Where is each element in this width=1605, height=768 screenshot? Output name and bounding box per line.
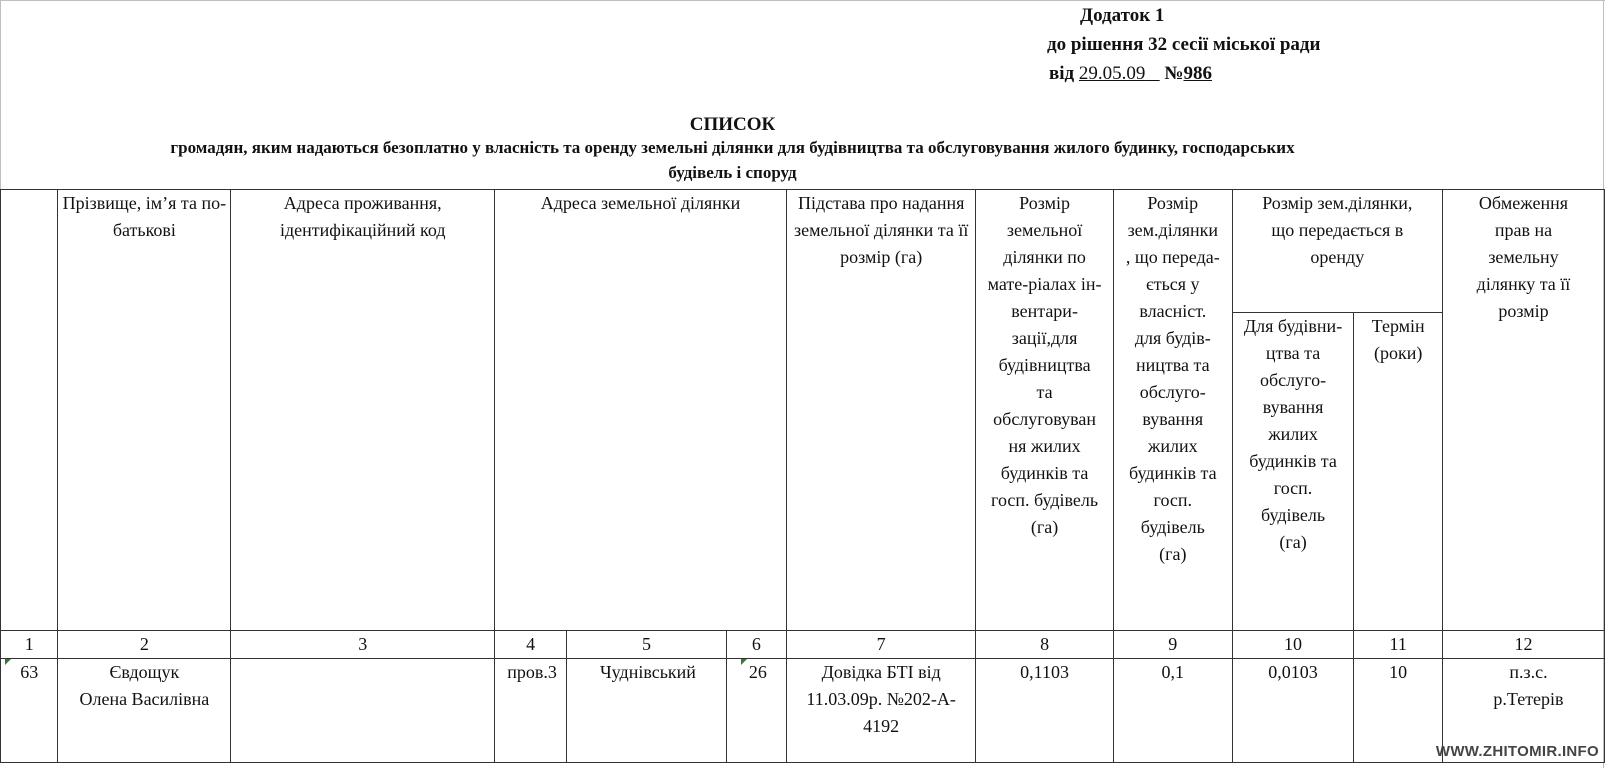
cell-inventory-size: 0,1103: [976, 659, 1114, 763]
header-col-ownership-size: [1113, 190, 1232, 631]
cell-row-number: 63: [1, 659, 58, 763]
header-row-1: [1, 190, 1605, 313]
text-line: ється у: [1145, 274, 1200, 294]
column-number: 9: [1113, 631, 1232, 659]
cell-full-name: [58, 659, 231, 763]
text-line: мате-ріалах ін-: [987, 274, 1102, 294]
column-number: 5: [567, 631, 726, 659]
text-line: жилих: [1268, 424, 1318, 444]
text-line: земельної: [1006, 220, 1083, 240]
text-line: ділянку та її: [1476, 274, 1571, 294]
annex-date-prefix: від: [1049, 63, 1075, 84]
text-line: будинків та: [1249, 451, 1337, 471]
site-watermark: WWW.ZHITOMIR.INFO: [1435, 743, 1599, 760]
text-line: госп.: [1273, 478, 1313, 498]
text-line: що передається в: [1271, 220, 1404, 240]
annex-number: 986: [1183, 63, 1212, 84]
list-heading: СПИСОК: [689, 114, 776, 135]
column-number: 7: [787, 631, 976, 659]
text-line: прав на: [1494, 220, 1553, 240]
column-number: 12: [1442, 631, 1604, 659]
text-line: Обмеження: [1478, 193, 1569, 213]
text-line: , що переда-: [1125, 247, 1220, 267]
header-col-inventory-size-text: [976, 190, 1113, 541]
annex-line-2: до рішення 32 сесії міської ради: [1047, 34, 1321, 55]
column-number: 8: [976, 631, 1114, 659]
text-line: зем.ділянки: [1127, 220, 1218, 240]
header-col-lease-text: [1233, 190, 1442, 271]
text-line: будівель: [1140, 517, 1205, 537]
text-line: будинків та: [1000, 463, 1089, 483]
text-line: р.Тетерів: [1493, 689, 1564, 709]
annex-line-1: Додаток 1: [1080, 5, 1165, 26]
text-line: розмір: [1498, 301, 1549, 321]
text-line: оренду: [1310, 247, 1365, 267]
text-line: Для будівни-: [1243, 316, 1343, 336]
column-number: 10: [1232, 631, 1354, 659]
text-line: (роки): [1373, 343, 1423, 363]
text-line: зації,для: [1011, 328, 1078, 348]
cell-full-name-line-2: Олена Василівна: [79, 689, 210, 709]
annex-date-line: [1049, 63, 1212, 85]
text-line: обслуго-: [1139, 382, 1206, 402]
cell-ownership-size: 0,1: [1113, 659, 1232, 763]
cell-restrictions-text: [1453, 659, 1604, 713]
list-subtitle-line-1: громадян, яким надаються безоплатно у власність та оренду земельні ділянки для будівництва та обслуговування жилого будинку, господарських: [170, 138, 1295, 157]
header-col-residence: Адреса проживання, ідентифікаційний код: [231, 190, 495, 631]
text-line: власніст.: [1139, 301, 1207, 321]
header-col-inventory-size: [976, 190, 1114, 631]
text-line: обслуго-: [1260, 370, 1327, 390]
page-border-left: [0, 0, 1, 190]
text-line: та: [1036, 382, 1053, 402]
text-line: (га): [1030, 517, 1059, 537]
land-plots-table: [0, 189, 1605, 763]
text-line: 11.03.09р. №202-А-: [806, 689, 956, 709]
cell-marker-icon: [5, 659, 11, 665]
header-col-lease: [1232, 190, 1442, 313]
header-col-restrictions: [1442, 190, 1604, 631]
header-col-restrictions-text: [1443, 190, 1604, 325]
table-row: [1, 659, 1605, 763]
text-line: вування: [1262, 397, 1324, 417]
cell-marker-icon: [741, 659, 747, 665]
cell-street-type: пров.3: [495, 659, 567, 763]
text-line: вування: [1142, 409, 1204, 429]
text-line: земельну: [1488, 247, 1559, 267]
cell-basis: [787, 659, 976, 763]
column-number: 2: [58, 631, 231, 659]
list-subtitle-line-2: будівель і споруд: [668, 163, 797, 182]
column-number: 6: [726, 631, 786, 659]
column-number: 4: [495, 631, 567, 659]
header-col-ownership-size-text: [1114, 190, 1232, 568]
text-line: жилих: [1147, 436, 1198, 456]
column-numbers-row: [1, 631, 1605, 659]
header-col-name: Прізвище, ім’я та по-батькові: [58, 190, 231, 631]
text-line: цтва та: [1265, 343, 1321, 363]
page-border-top: [0, 0, 1605, 1]
text-line: госп.: [1153, 490, 1193, 510]
text-line: (га): [1159, 544, 1187, 564]
text-line: 4192: [863, 716, 900, 736]
text-line: Розмір: [1147, 193, 1199, 213]
column-number: 1: [1, 631, 58, 659]
column-number: 3: [231, 631, 495, 659]
header-col-lease-size: [1232, 313, 1354, 631]
text-line: госп. будівель: [991, 490, 1099, 510]
text-line: Довідка БТІ від: [821, 662, 941, 682]
cell-residence-address: [231, 659, 495, 763]
text-line: обслуговуван: [993, 409, 1096, 429]
text-line: ня жилих: [1008, 436, 1081, 456]
cell-lease-term: 10: [1354, 659, 1443, 763]
text-line: (га): [1279, 532, 1307, 552]
header-col-plot-address: Адреса земельної ділянки: [495, 190, 787, 631]
header-col-lease-term-text: [1354, 313, 1442, 367]
text-line: будинків та: [1128, 463, 1217, 483]
cell-basis-text: [787, 659, 975, 740]
header-col-lease-size-text: [1233, 313, 1354, 556]
text-line: Розмір зем.ділянки,: [1262, 193, 1413, 213]
header-col-lease-term: [1354, 313, 1443, 631]
column-number: 11: [1354, 631, 1443, 659]
header-col-1: [1, 190, 58, 631]
annex-number-prefix: №: [1164, 63, 1184, 84]
text-line: будівель: [1261, 505, 1326, 525]
text-line: ділянки по: [1003, 247, 1086, 267]
cell-full-name-line-1: Євдощук: [109, 662, 180, 682]
text-line: будівництва: [998, 355, 1091, 375]
text-line: для будів-: [1134, 328, 1211, 348]
text-line: Розмір: [1019, 193, 1070, 213]
text-line: п.з.с.: [1509, 662, 1548, 682]
cell-street: Чуднівський: [567, 659, 726, 763]
cell-lease-size: 0,0103: [1232, 659, 1354, 763]
text-line: вентари-: [1011, 301, 1078, 321]
header-col-basis: Підстава про надання земельної ділянки та її розмір (га): [787, 190, 976, 631]
cell-house: 26: [726, 659, 786, 763]
text-line: Термін: [1371, 316, 1425, 336]
annex-date: 29.05.09: [1078, 63, 1146, 84]
text-line: ництва та: [1135, 355, 1210, 375]
